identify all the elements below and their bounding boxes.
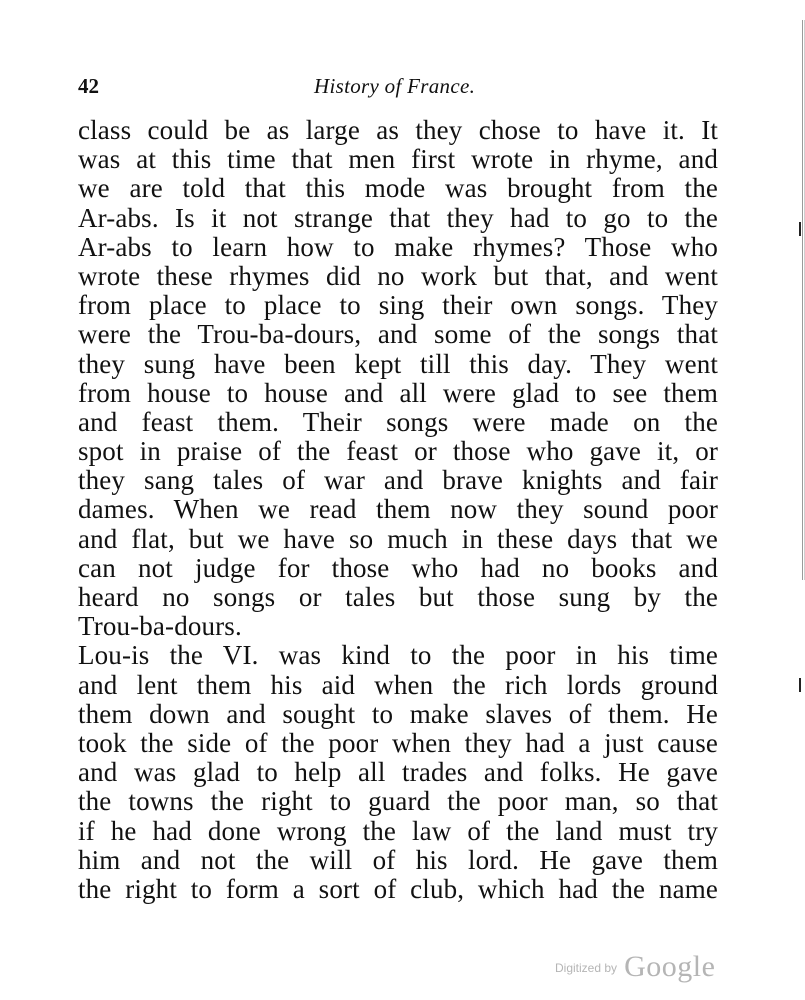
page-edge-line: [802, 20, 803, 580]
text-line: Lou-is the VI. was kind to the poor in his time: [78, 640, 718, 671]
text-line: spot in praise of the feast or those who gave it, or: [78, 436, 718, 467]
text-line: him and not the will of his lord. He gave them: [78, 844, 718, 875]
text-line: was at this time that men first wrote in rhyme, and: [78, 144, 718, 175]
text-line: and was glad to help all trades and folks. He gave: [78, 757, 718, 788]
text-line: them down and sought to make slaves of them. He: [78, 698, 718, 729]
running-title: History of France.: [314, 74, 476, 98]
text-line: were the Trou-ba-dours, and some of the songs that: [78, 319, 718, 350]
page-header: [78, 74, 718, 104]
text-line: wrote these rhymes did no work but that, and went: [78, 260, 718, 291]
text-line: class could be as large as they chose to have it. It: [78, 115, 718, 145]
text-line: from house to house and all were glad to see them: [78, 377, 718, 408]
text-line: Ar-abs to learn how to make rhymes? Those who: [78, 231, 718, 262]
text-line: they sung have been kept till this day. They went: [78, 348, 718, 379]
google-logo: Google: [624, 950, 716, 983]
text-line: and flat, but we have so much in these days that we: [78, 523, 718, 554]
text-line: if he had done wrong the law of the land must try: [78, 815, 718, 846]
text-line: the right to form a sort of club, which had the name: [78, 873, 718, 904]
text-line: dames. When we read them now they sound poor: [78, 494, 718, 525]
text-line: the towns the right to guard the poor man, so that: [78, 786, 718, 817]
text-line: we are told that this mode was brought from the: [78, 173, 718, 204]
digitized-watermark: [555, 950, 715, 984]
page-number: 42: [78, 74, 99, 98]
text-line: Ar-abs. Is it not strange that they had to go to the: [78, 202, 718, 233]
edge-tick-mark: [799, 222, 801, 236]
text-line: Trou-ba-dours.: [78, 611, 242, 642]
text-line: took the side of the poor when they had a just cause: [78, 727, 718, 758]
text-line: can not judge for those who had no books and: [78, 552, 718, 583]
text-line: and feast them. Their songs were made on the: [78, 406, 718, 437]
text-line: heard no songs or tales but those sung by the: [78, 582, 718, 612]
edge-tick-mark: [799, 678, 801, 692]
text-line: from place to place to sing their own songs. They: [78, 290, 718, 321]
paragraph-1: [78, 116, 718, 641]
paragraph-2: [78, 641, 718, 904]
watermark-prefix: Digitized by: [555, 961, 618, 975]
text-line: and lent them his aid when the rich lords ground: [78, 669, 718, 700]
text-line: they sang tales of war and brave knights and fair: [78, 465, 718, 496]
body-text: [78, 116, 718, 904]
